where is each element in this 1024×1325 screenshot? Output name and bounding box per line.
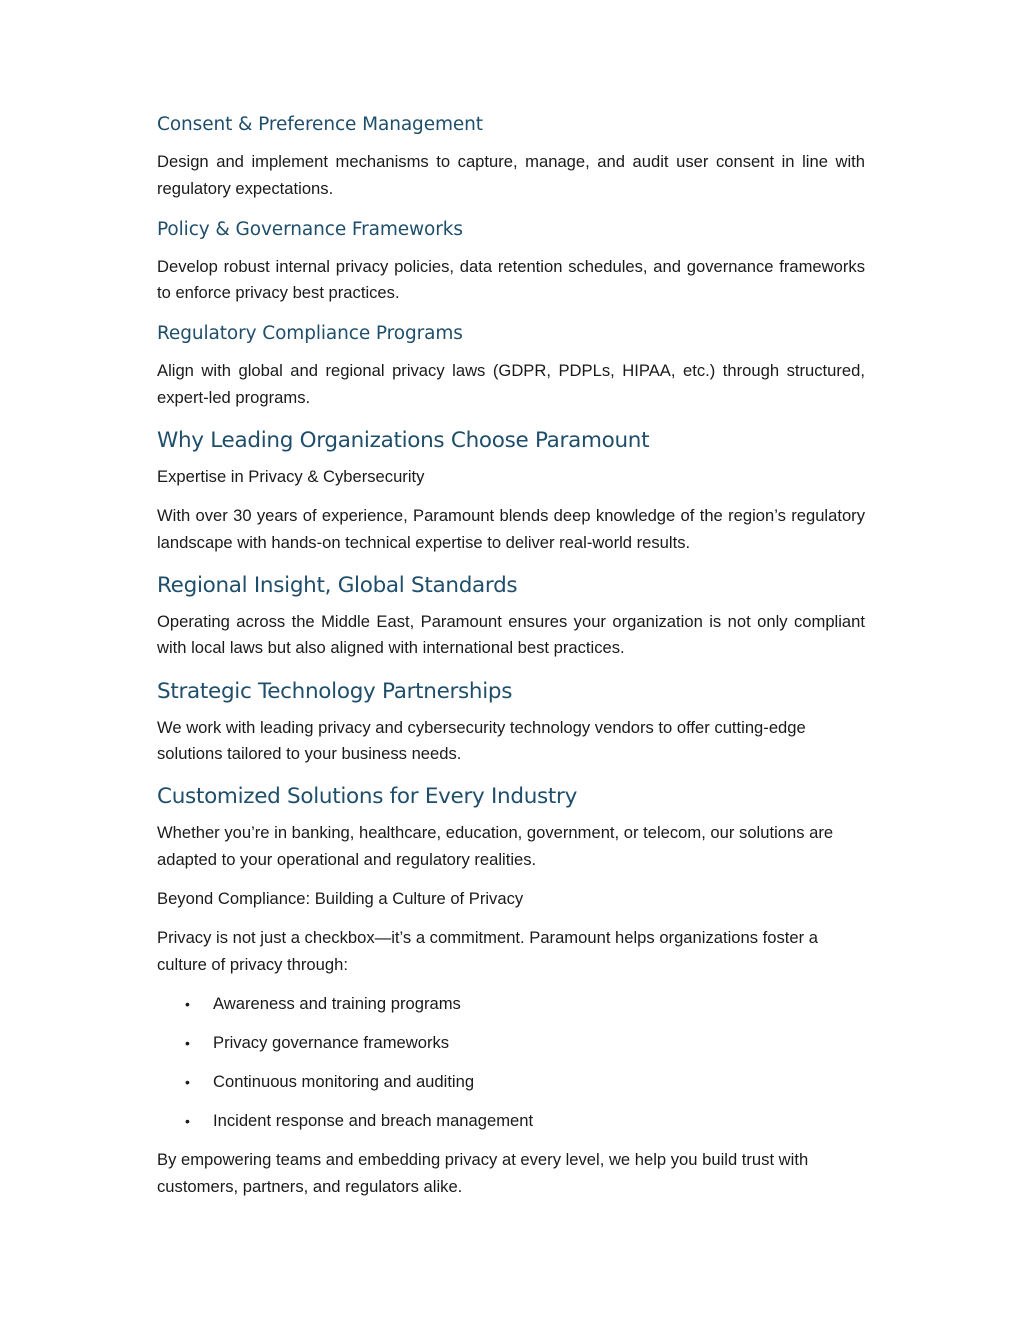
culture-bullet-list [157, 991, 865, 1135]
paragraph-strategic: We work with leading privacy and cybersecurity technology vendors to offer cutting-edge solutions tailored to your business needs. [157, 717, 806, 764]
paragraph-consent: Design and implement mechanisms to capture, manage, and audit user consent in line with regulatory expectations. [157, 152, 865, 198]
bullet-icon: • [185, 1073, 190, 1090]
paragraph-policy: Develop robust internal privacy policies, data retention schedules, and governance frameworks to enforce privacy best practices. [157, 256, 865, 303]
heading-customized: Customized Solutions for Every Industry [157, 784, 578, 810]
document-page [157, 110, 865, 1213]
paragraph-closing: By empowering teams and embedding privacy at every level, we help you build trust with customers, partners, and regulators alike. [157, 1150, 809, 1196]
heading-why: Why Leading Organizations Choose Paramount [157, 428, 650, 454]
paragraph-regional: Operating across the Middle East, Paramount ensures your organization is not only compliant with local laws but also aligned with international best practices. [157, 611, 865, 658]
list-item: • Awareness and training programs [157, 991, 865, 1018]
paragraph-regulatory: Align with global and regional privacy laws (GDPR, PDPLs, HIPAA, etc.) through structured, expert-led programs. [157, 361, 865, 407]
paragraph-customized: Whether you’re in banking, healthcare, education, government, or telecom, our solutions are adapted to your operational and regulatory realities. [157, 823, 834, 869]
bullet-icon: • [185, 1112, 190, 1129]
subtitle-expertise: Expertise in Privacy & Cybersecurity [157, 467, 425, 487]
bullet-icon: • [185, 995, 190, 1012]
paragraph-culture-intro: Privacy is not just a checkbox—it’s a commitment. Paramount helps organizations foster a culture of privacy through: [157, 928, 818, 974]
heading-strategic: Strategic Technology Partnerships [157, 678, 513, 704]
paragraph-why: With over 30 years of experience, Paramount blends deep knowledge of the region’s regulatory landscape with hands-on technical expertise to deliver real-world results. [157, 506, 865, 552]
heading-policy: Policy & Governance Frameworks [157, 218, 463, 240]
heading-regulatory: Regulatory Compliance Programs [157, 323, 463, 345]
bullet-icon: • [185, 1034, 190, 1051]
list-item: • Incident response and breach management [157, 1108, 865, 1135]
list-item: • Privacy governance frameworks [157, 1030, 865, 1057]
heading-consent: Consent & Preference Management [157, 114, 483, 135]
heading-regional: Regional Insight, Global Standards [157, 572, 518, 598]
subtitle-beyond-compliance: Beyond Compliance: Building a Culture of Privacy [157, 888, 524, 908]
list-item: • Continuous monitoring and auditing [157, 1069, 865, 1096]
